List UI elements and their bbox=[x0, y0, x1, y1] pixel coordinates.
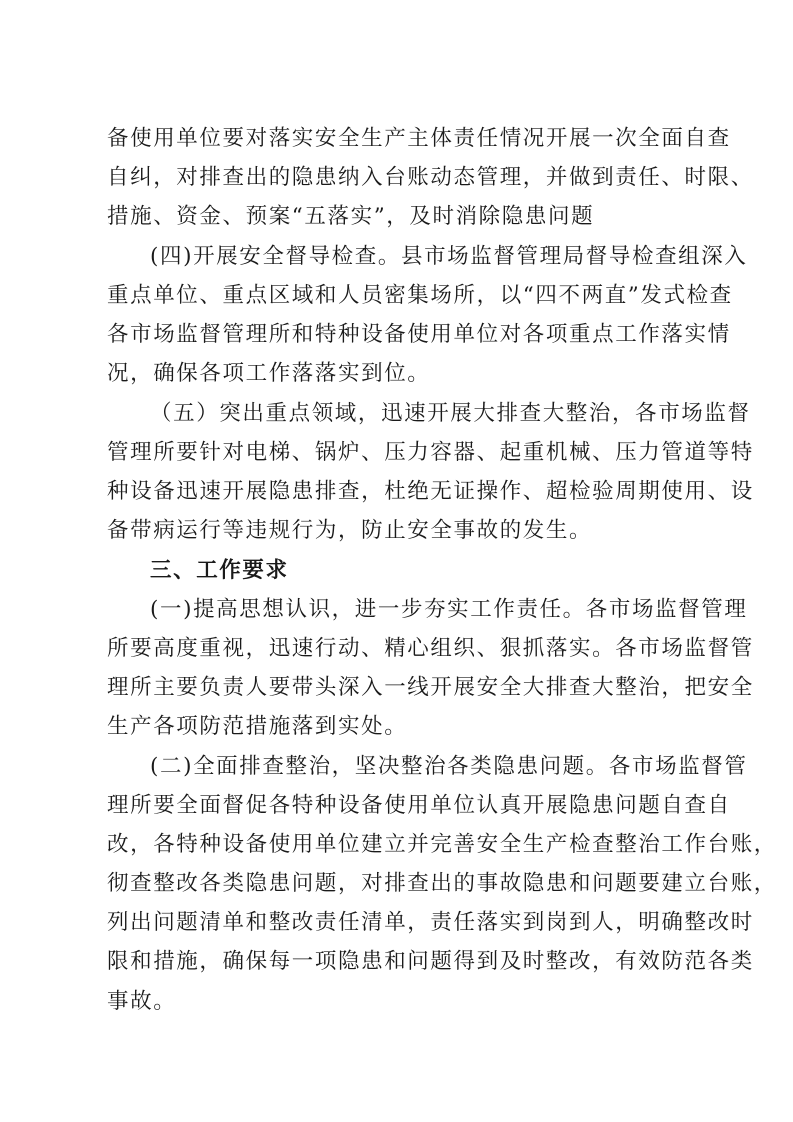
section-five-first-line: （五）突出重点领域，迅速开展大排查大整治，各市场监督 bbox=[150, 401, 751, 426]
body-line: 备带病运行等违规行为，防止安全事故的发生。 bbox=[107, 518, 593, 543]
body-line: 种设备迅速开展隐患排查，杜绝无证操作、超检验周期使用、设 bbox=[107, 479, 754, 504]
requirement-two-first-line: (二)全面排查整治，坚决整治各类隐患问题。各市场监督管 bbox=[150, 754, 748, 779]
body-line: 所要高度重视，迅速行动、精心组织、狠抓落实。各市场监督管 bbox=[107, 636, 754, 661]
section-four-first-line: (四)开展安全督导检查。县市场监督管理局督导检查组深入 bbox=[150, 244, 748, 269]
body-line: 彻查整改各类隐患问题，对排查出的事故隐患和问题要建立台账， bbox=[107, 871, 777, 896]
body-line: 理所要全面督促各特种设备使用单位认真开展隐患问题自查自 bbox=[107, 793, 731, 818]
body-line: 生产各项防范措施落到实处。 bbox=[107, 714, 408, 739]
body-line: 况，确保各项工作落落实到位。 bbox=[107, 361, 431, 386]
body-line: 各市场监督管理所和特种设备使用单位对各项重点工作落实情 bbox=[107, 322, 731, 347]
body-line: 理所主要负责人要带头深入一线开展安全大排查大整治，把安全 bbox=[107, 675, 754, 700]
body-line: 重点单位、重点区域和人员密集场所，以“四不两直”发式检查 bbox=[107, 283, 733, 308]
body-line: 限和措施，确保每一项隐患和问题得到及时整改，有效防范各类 bbox=[107, 949, 754, 974]
body-line: 改，各特种设备使用单位建立并完善安全生产检查整治工作台账， bbox=[107, 832, 777, 857]
requirement-one-first-line: (一)提高思想认识，进一步夯实工作责任。各市场监督管理 bbox=[150, 597, 748, 622]
section-heading: 三、工作要求 bbox=[150, 558, 289, 583]
body-line: 管理所要针对电梯、锅炉、压力容器、起重机械、压力管道等特 bbox=[107, 440, 754, 465]
body-line: 事故。 bbox=[107, 989, 177, 1014]
body-line: 备使用单位要对落实安全生产主体责任情况开展一次全面自查 bbox=[107, 126, 731, 151]
body-line: 措施、资金、预案“五落实”，及时消除隐患问题 bbox=[107, 204, 595, 229]
body-line: 自纠，对排查出的隐患纳入台账动态管理，并做到责任、时限、 bbox=[107, 165, 754, 190]
body-line: 列出问题清单和整改责任清单，责任落实到岗到人，明确整改时 bbox=[107, 910, 754, 935]
